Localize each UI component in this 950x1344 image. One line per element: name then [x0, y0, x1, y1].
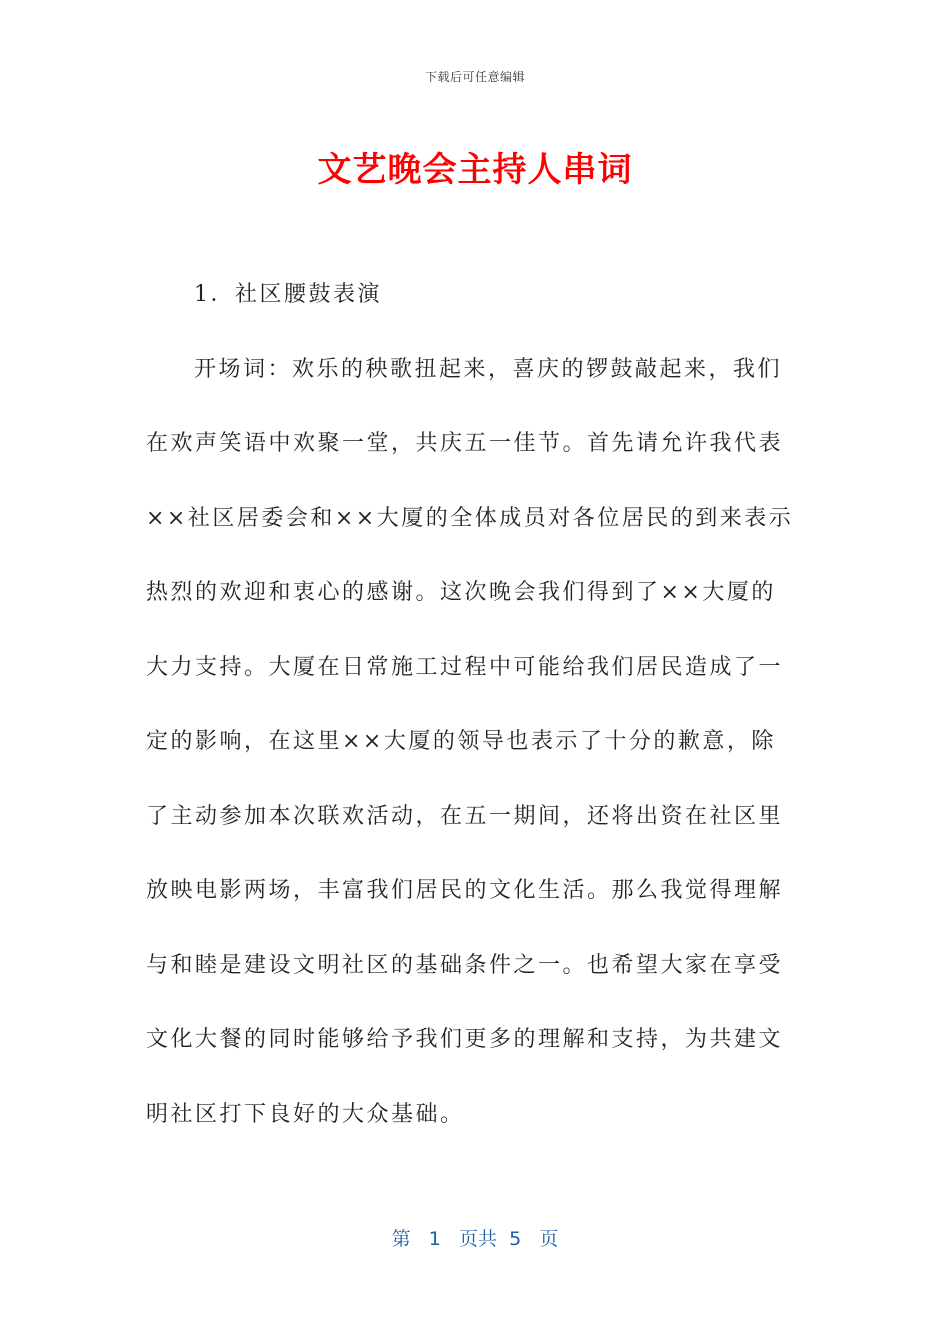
page-footer — [0, 1224, 950, 1251]
footer-prefix: 第 — [391, 1228, 411, 1250]
footer-middle: 页共 — [459, 1228, 498, 1250]
document-title: 文艺晚会主持人串词 — [317, 150, 633, 190]
section-heading: 1．社区腰鼓表演 — [194, 282, 382, 307]
body-paragraph: 开场词：欢乐的秧歌扭起来，喜庆的锣鼓敲起来，我们在欢声笑语中欢聚一堂，共庆五一佳节。首先请允许我代表××社区居委会和××大厦的全体成员对各位居民的到来表示热烈的欢迎和衷心的感谢。这次晚会我们得到了××大厦的大力支持。大厦在日常施工过程中可能给我们居民造成了一定的影响，在这里××大厦的领导也表示了十分的歉意，除了主动参加本次联欢活动，在五一期间，还将出资在社区里放映电影两场，丰富我们居民的文化生活。那么我觉得理解与和睦是建设文明社区的基础条件之一。也希望大家在享受文化大餐的同时能够给予我们更多的理解和支持，为共建文明社区打下良好的大众基础。 — [146, 356, 794, 1127]
footer-total-pages: 5 — [509, 1228, 522, 1250]
document-body — [146, 258, 796, 1152]
footer-suffix: 页 — [539, 1228, 559, 1250]
header-note: 下载后可任意编辑 — [424, 70, 525, 84]
footer-current-page: 1 — [428, 1228, 441, 1250]
